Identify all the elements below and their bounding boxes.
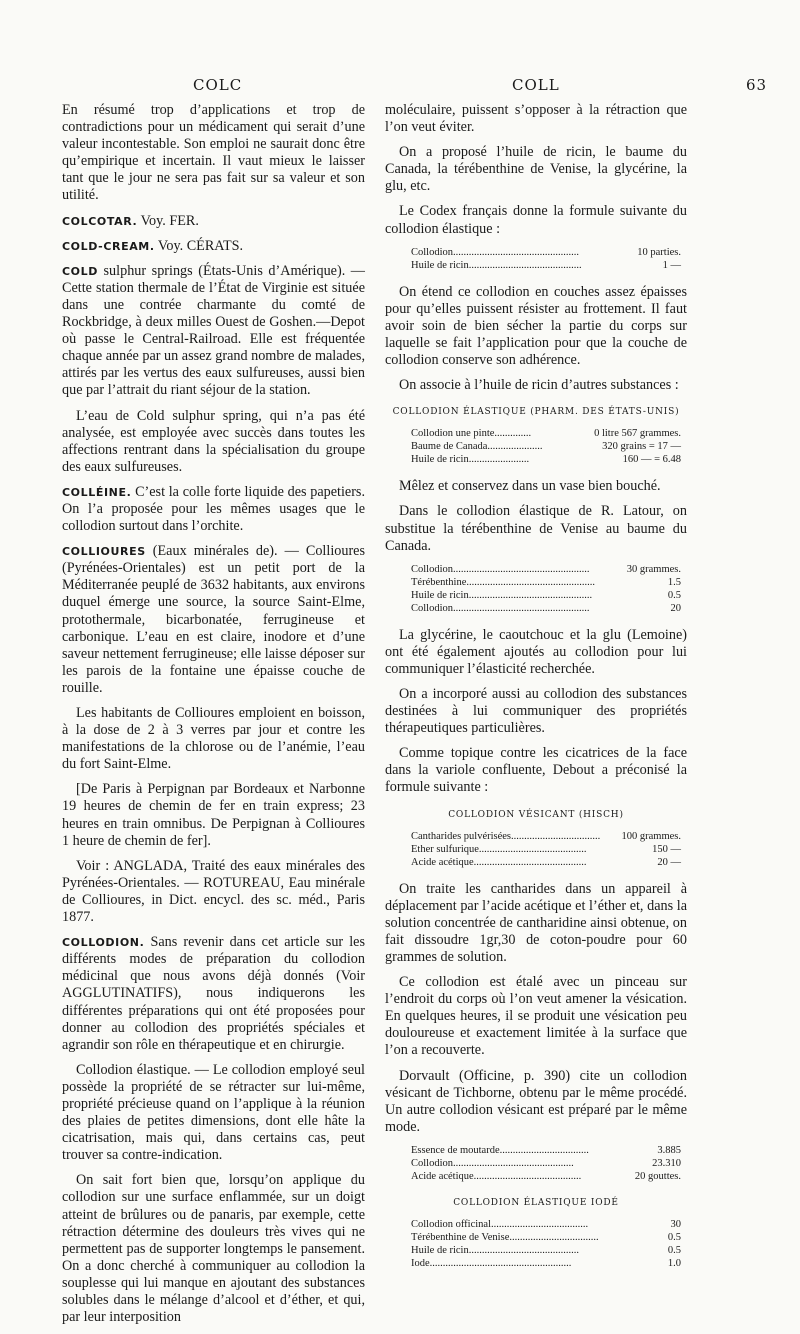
formula-table-us bbox=[411, 427, 681, 466]
paragraph: Voir : ANGLADA, Traité des eaux minérales des Pyrénées-Orientales. — ROTUREAU, Eau minérale de Collioures, in Dict. encycl. des sc. méd., Paris 1877. bbox=[62, 857, 365, 926]
entry-term: COLCOTAR. bbox=[62, 214, 138, 228]
formula-row bbox=[411, 856, 681, 869]
formula-row bbox=[411, 453, 681, 466]
ingredient-quantity: 30 grammes. bbox=[626, 563, 681, 575]
entry-text: C’est la colle forte liquide des papetiers. On l’a proposée pour les mêmes usages que le collodion surtout dans l’orchite. bbox=[62, 483, 365, 535]
ingredient-quantity: 0 litre 567 grammes. bbox=[594, 428, 681, 440]
entry-colleine bbox=[62, 484, 365, 535]
paragraph: Les habitants de Collioures emploient en boisson, à la dose de 2 à 3 verres par jour et contre les manifestations de la chlorose ou de l’anémie, l’eau du fort Saint-Elme. bbox=[62, 705, 365, 773]
ingredient-name: Collodion officinal..................................... bbox=[411, 1219, 589, 1231]
paragraph: Le Codex français donne la formule suivante du collodion élastique : bbox=[385, 203, 687, 237]
table-title: COLLODION ÉLASTIQUE (PHARM. DES ÉTATS-UNIS) bbox=[392, 407, 680, 418]
formula-table-vesicant bbox=[411, 830, 681, 869]
entry-collodion bbox=[62, 934, 365, 1054]
ingredient-quantity: 1 — bbox=[662, 259, 681, 271]
paragraph: Dans le collodion élastique de R. Latour, on substitue la térébenthine de Venise au baume du Canada. bbox=[385, 503, 687, 554]
formula-row bbox=[411, 1257, 681, 1270]
paragraph: Ce collodion est étalé avec un pinceau sur l’endroit du corps où l’on veut amener la vésication. En quelques heures, il se produit une vésication peu douloureuse et exactement limitée à la surface que l’on a recouverte. bbox=[385, 974, 687, 1059]
ingredient-quantity: 1.5 bbox=[667, 576, 681, 588]
entry-cold-cream bbox=[62, 238, 365, 255]
paragraph: On traite les cantharides dans un appareil à déplacement par l’acide acétique et l’éther et, dans la solution concentrée de cantharidine ainsi obtenue, on fait dissoudre 1gr,30 de coton-poudre pour 60 grammes de solution. bbox=[385, 880, 687, 965]
ingredient-quantity: 20 gouttes. bbox=[634, 1170, 681, 1182]
formula-row bbox=[411, 563, 681, 576]
ingredient-name: Collodion.................................................... bbox=[411, 563, 590, 575]
ingredient-name: Huile de ricin....................... bbox=[411, 454, 530, 466]
left-column bbox=[62, 102, 365, 1334]
paragraph: Mêlez et conservez dans un vase bien bouché. bbox=[399, 478, 661, 495]
entry-term: COLD bbox=[62, 264, 98, 278]
ingredient-quantity: 3.885 bbox=[657, 1144, 681, 1156]
ingredient-quantity: 30 bbox=[670, 1219, 681, 1231]
paragraph: Collodion élastique. — Le collodion employé seul possède la propriété de se rétracter sur lui-même, propriété précieuse quand on l’applique à la réunion des plaies de petites dimensions, dont elle hâte la cicatrisation, mais qui, dans certains cas, peut trouver sa contre-indication. bbox=[62, 1061, 365, 1164]
formula-row bbox=[411, 1170, 681, 1183]
ingredient-quantity: 20 bbox=[670, 602, 681, 614]
entry-text: Voy. FER. bbox=[137, 212, 199, 229]
ingredient-quantity: 160 — = 6.48 bbox=[622, 454, 681, 466]
ingredient-quantity: 320 grains = 17 — bbox=[602, 441, 681, 453]
ingredient-quantity: 0.5 bbox=[667, 589, 681, 601]
paragraph-resume: En résumé trop d’applications et trop de contradictions pour un médicament qui serait d’une valeur incontestable. Son emploi ne saurait donc être qu’empirique et incertain. Il vaut mieux le laisser tant que le jour ne sera pas fait sur sa valeur et son utilité. bbox=[62, 102, 365, 204]
ingredient-name: Collodion................................................ bbox=[411, 246, 580, 258]
formula-row bbox=[411, 427, 681, 440]
paragraph: moléculaire, puissent s’opposer à la rétraction que l’on veut éviter. bbox=[385, 102, 687, 136]
ingredient-name: Ether sulfurique......................................... bbox=[411, 843, 587, 855]
ingredient-quantity: 100 grammes. bbox=[621, 830, 681, 842]
ingredient-name: Baume de Canada..................... bbox=[411, 441, 543, 453]
table-title: COLLODION ÉLASTIQUE IODÉ bbox=[453, 1197, 619, 1208]
formula-row bbox=[411, 1157, 681, 1170]
entry-text: sulphur springs (États-Unis d’Amérique). — Cette station thermale de l’État de Virginie est située dans une contrée charmante du comté de Rockbridge, à deux milles Ouest de Goshen.—Depot où passe le Central-Railroad. Elle est fréquentée chaque année par un assez grand nombre de malades, attirés par les vertus des eaux sulfureuses, aussi bien que par l’attrait du riant séjour de la station. bbox=[62, 262, 365, 399]
formula-row bbox=[411, 246, 681, 259]
ingredient-quantity: 0.5 bbox=[667, 1245, 681, 1257]
formula-row bbox=[411, 576, 681, 589]
formula-table-tichborne bbox=[411, 1144, 681, 1183]
entry-text: (Eaux minérales de). — Collioures (Pyrénées-Orientales) est un petit port de la Méditerranée peuplé de 3632 habitants, aux environs duquel émerge une source, la source Saint-Elme, protothermale, bicarbonatée, ferrugineuse et carbonique. L’eau en est claire, inodore et d’une saveur nettement ferrugineuse; elle laisse déposer sur les parois de la fontaine une épaisse couche de rouille. bbox=[62, 543, 365, 696]
ingredient-name: Collodion.................................................... bbox=[411, 602, 590, 614]
entry-term: COLLÉINE. bbox=[62, 485, 132, 499]
ingredient-name: Térébenthine................................................. bbox=[411, 576, 596, 588]
ingredient-name: Essence de moutarde.................................. bbox=[411, 1144, 589, 1156]
entry-term: COLD-CREAM. bbox=[62, 239, 155, 253]
page-number: 63 bbox=[746, 76, 768, 94]
ingredient-name: Huile de ricin........................................... bbox=[411, 259, 582, 271]
entry-text: Sans revenir dans cet article sur les différents modes de préparation du collodion médicinal que nous avons déjà donnés (Voir AGGLUTINATIFS), nous indiquerons les différentes préparations qui ont été proposées pour donner au collodion des propriétés spéciales et agrandir son rôle en thérapeutique et en chirurgie. bbox=[62, 934, 365, 1053]
formula-table-codex bbox=[411, 246, 681, 272]
entry-colcotar bbox=[62, 213, 365, 230]
ingredient-quantity: 23.310 bbox=[652, 1157, 681, 1169]
paragraph: Dorvault (Officine, p. 390) cite un collodion vésicant de Tichborne, obtenu par le même procédé. Un autre collodion vésicant est préparé par le même mode. bbox=[385, 1067, 687, 1135]
paragraph: On associe à l’huile de ricin d’autres substances : bbox=[399, 377, 679, 394]
ingredient-name: Collodion une pinte.............. bbox=[411, 428, 532, 440]
ingredient-name: Térébenthine de Venise.................................. bbox=[411, 1232, 599, 1244]
paragraph: Comme topique contre les cicatrices de la face dans la variole confluente, Debout a préconisé la formule suivante : bbox=[385, 745, 687, 796]
formula-row bbox=[411, 440, 681, 453]
paragraph: On a incorporé aussi au collodion des substances destinées à lui communiquer des propriétés thérapeutiques particulières. bbox=[385, 685, 687, 737]
formula-row bbox=[411, 589, 681, 602]
formula-row bbox=[411, 259, 681, 272]
ingredient-name: Huile de ricin............................................... bbox=[411, 589, 593, 601]
formula-row bbox=[411, 602, 681, 615]
formula-table-iode bbox=[411, 1218, 681, 1270]
ingredient-name: Collodion.............................................. bbox=[411, 1157, 574, 1169]
running-head-left: COLC bbox=[193, 76, 243, 94]
entry-text: Voy. CÉRATS. bbox=[154, 237, 244, 254]
ingredient-name: Huile de ricin.......................................... bbox=[411, 1245, 579, 1257]
table-title: COLLODION VÉSICANT (HISCH) bbox=[448, 809, 624, 820]
ingredient-name: Acide acétique......................................... bbox=[411, 1170, 582, 1182]
formula-row bbox=[411, 830, 681, 843]
ingredient-name: Iode...................................................... bbox=[411, 1258, 572, 1270]
right-column bbox=[385, 102, 687, 1282]
entry-term: COLLODION. bbox=[62, 936, 145, 950]
formula-row bbox=[411, 1218, 681, 1231]
paragraph: La glycérine, le caoutchouc et la glu (Lemoine) ont été également ajoutés au collodion pour lui communiquer l’élasticité recherchée. bbox=[385, 626, 687, 677]
formula-table-latour bbox=[411, 563, 681, 615]
running-head-right: COLL bbox=[512, 76, 560, 94]
ingredient-quantity: 150 — bbox=[652, 843, 681, 855]
formula-row bbox=[411, 1231, 681, 1244]
paragraph: On étend ce collodion en couches assez épaisses pour qu’elles puissent résister au frottement. Il faut avoir soin de bien sécher la partie du corps sur laquelle se fait l’application pour que la couche de collodion conserve son adhérence. bbox=[385, 283, 687, 369]
entry-term: COLLIOURES bbox=[62, 545, 146, 559]
ingredient-quantity: 10 parties. bbox=[637, 246, 681, 258]
ingredient-quantity: 1.0 bbox=[667, 1258, 681, 1270]
formula-row bbox=[411, 1144, 681, 1157]
paragraph: [De Paris à Perpignan par Bordeaux et Narbonne 19 heures de chemin de fer en train express; 23 heures en train omnibus. De Perpignan à Collioures 1 heure de chemin de fer]. bbox=[62, 781, 365, 849]
ingredient-quantity: 20 — bbox=[657, 856, 681, 868]
paragraph: On a proposé l’huile de ricin, le baume du Canada, la térébenthine de Venise, la glycérine, la glu, etc. bbox=[385, 144, 687, 195]
paragraph: On sait fort bien que, lorsqu’on applique du collodion sur une surface enflammée, sur un doigt atteint de brûlures ou de panaris, par exemple, cette rétraction détermine des douleurs très vives qui ne permettent pas de supporter longtemps le pansement. On a donc cherché à communiquer au collodion la souplesse qui lui manque en ajoutant des substances solubles dans le mélange d’alcool et d’éther, et qui, par leur interposition bbox=[62, 1172, 365, 1326]
formula-row bbox=[411, 1244, 681, 1257]
entry-cold bbox=[62, 263, 365, 400]
formula-row bbox=[411, 843, 681, 856]
entry-collioures bbox=[62, 543, 365, 697]
ingredient-name: Acide acétique........................................... bbox=[411, 856, 587, 868]
ingredient-name: Cantharides pulvérisées.................................. bbox=[411, 830, 601, 842]
ingredient-quantity: 0.5 bbox=[667, 1232, 681, 1244]
paragraph: L’eau de Cold sulphur spring, qui n’a pas été analysée, est employée avec succès dans toutes les affections rentrant dans la spécialisation du groupe des eaux sulfureuses. bbox=[62, 407, 365, 475]
